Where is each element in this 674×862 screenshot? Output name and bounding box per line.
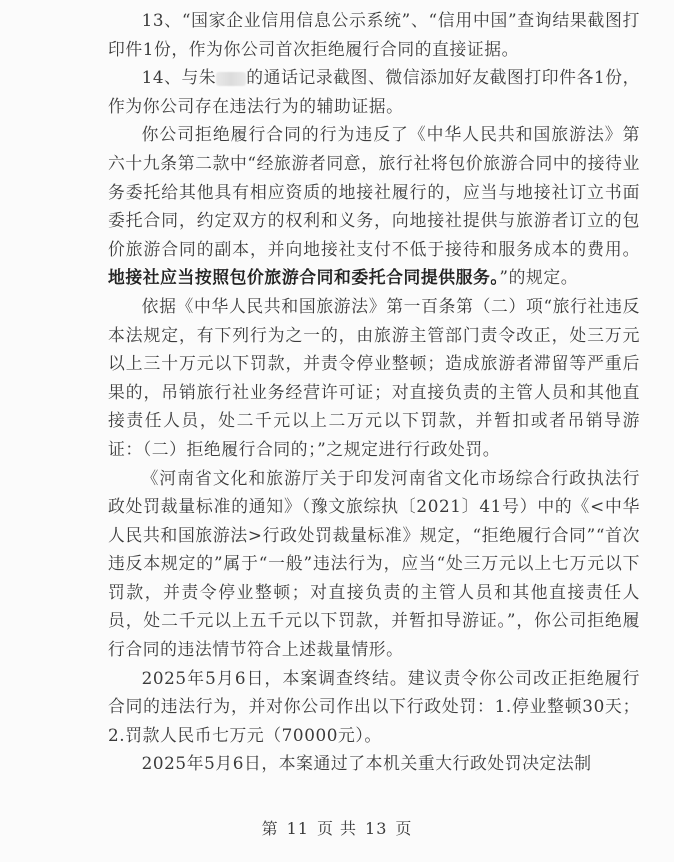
violation-text-tail: ”的规定。 — [499, 267, 579, 288]
redacted-name — [216, 72, 246, 86]
evidence-item-14-text-start: 14、与朱 — [141, 67, 217, 88]
document-body — [108, 6, 640, 778]
violation-text: 你公司拒绝履行合同的行为违反了《中华人民共和国旅游法》第六十九条第二款中“经旅游者同意，旅行社将包价旅游合同中的接待业务委托给其他具有相应资质的地接社履行的，应当与地接社订立书面委托合同，约定双方的权利和义务，向地接社提供与旅游者订立的包价旅游合同的副本，并向地接社支付不低于接待和服务成本的费用。 — [108, 124, 640, 259]
evidence-item-13-text: 13、“国家企业信用信息公示系统”、“信用中国”查询结果截图打印件1份，作为你公司首次拒绝履行合同的直接证据。 — [108, 10, 640, 59]
evidence-item-14 — [108, 63, 640, 120]
legal-basis-paragraph — [108, 292, 640, 464]
legal-basis-text: 依据《中华人民共和国旅游法》第一百条第（二）项“旅行社违反本法规定，有下列行为之一的，由旅游主管部门责令改正，处三万元以上三十万元以下罚款，并责令停业整顿；造成旅游者滞留等严重后果的，吊销旅行社业务经营许可证；对直接负责的主管人员和其他直接责任人员，处二千元以上二万元以下罚款，并暂扣或者吊销导游证：（二）拒绝履行合同的；”之规定进行行政处罚。 — [108, 295, 640, 459]
footer-middle: 页 共 — [316, 819, 358, 838]
review-paragraph — [108, 749, 640, 778]
page-footer — [0, 816, 674, 839]
review-text: 2025年5月6日，本案通过了本机关重大行政处罚决定法制 — [141, 753, 592, 774]
footer-prefix: 第 — [261, 819, 279, 838]
discretion-standard-text: 《河南省文化和旅游厅关于印发河南省文化市场综合行政执法行政处罚裁量标准的通知》（豫文旅综执〔2021〕41号）中的《<中华人民共和国旅游法>行政处罚裁量标准》规定，“拒绝履行合同”“首次违反本规定的”属于“一般”违法行为，应当“处三万元以上七万元以下罚款，并责令停业整顿；对直接负责的主管人员和其他直接责任人员，处二千元以上五千元以下罚款，并暂扣导游证。”，你公司拒绝履行合同的违法情节符合上述裁量情形。 — [108, 467, 640, 660]
violation-bold-text: 地接社应当按照包价旅游合同和委托合同提供服务。 — [108, 267, 500, 288]
footer-suffix: 页 — [395, 819, 413, 838]
conclusion-text: 2025年5月6日，本案调查终结。建议责令你公司改正拒绝履行合同的违法行为，并对你公司作出以下行政处罚：1.停业整顿30天；2.罚款人民币七万元（70000元）。 — [108, 667, 640, 745]
current-page-number: 11 — [286, 819, 309, 838]
evidence-item-13 — [108, 6, 640, 63]
evidence-item-14-text-end: 的通话记录截图、微信添加好友截图打印件各1份，作为你公司存在违法行为的辅助证据。 — [108, 67, 640, 116]
total-page-count: 13 — [365, 819, 388, 838]
discretion-standard-paragraph — [108, 464, 640, 664]
violation-paragraph — [108, 120, 640, 292]
conclusion-paragraph — [108, 664, 640, 750]
